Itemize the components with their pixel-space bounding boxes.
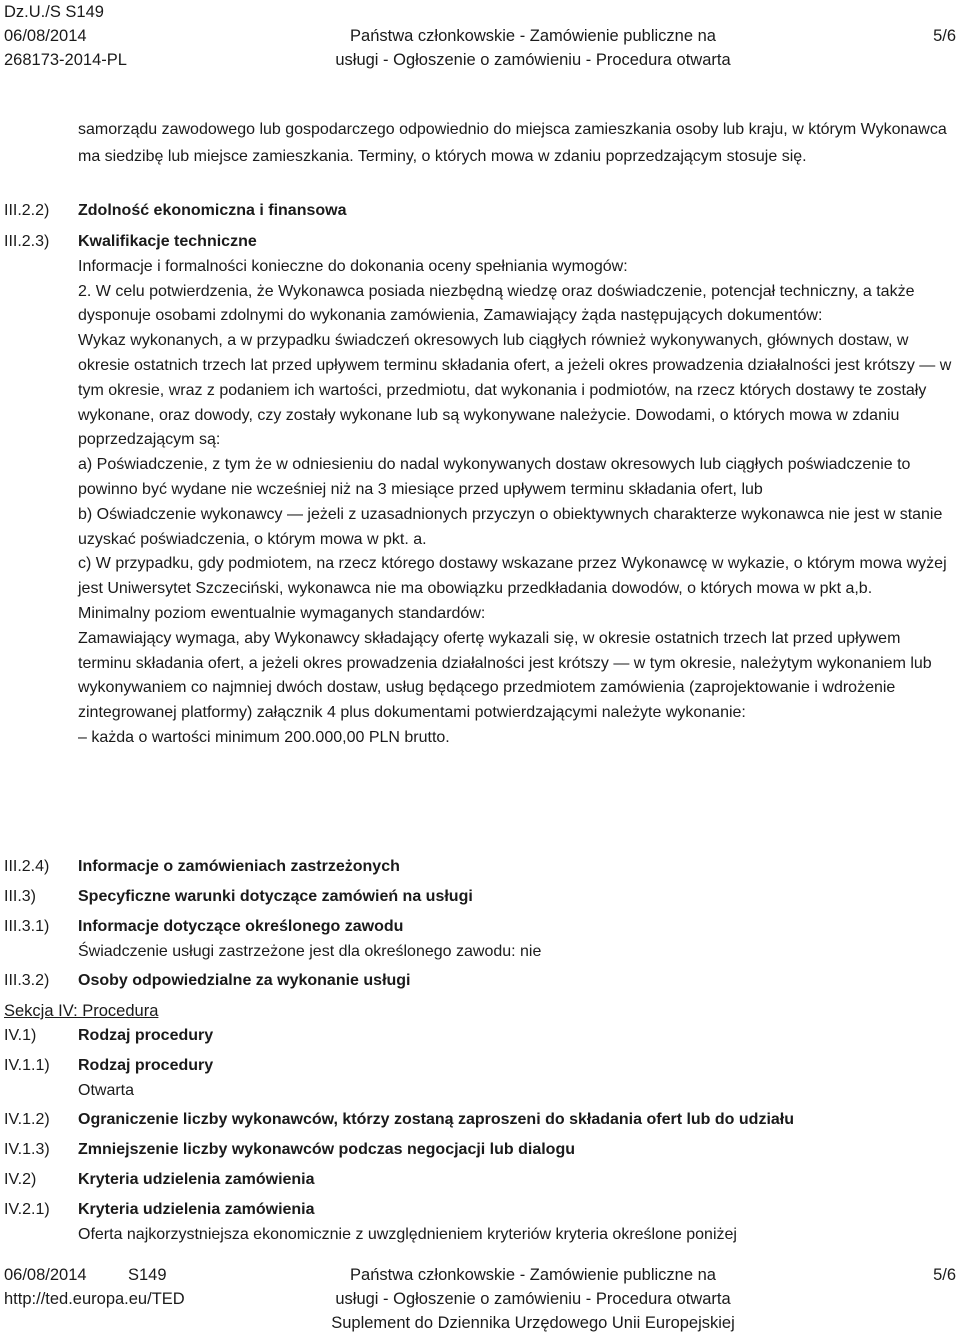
main-content	[0, 116, 960, 170]
footer-url-link[interactable]: http://ted.europa.eu/TED	[4, 1290, 185, 1308]
section-title: Rodzaj procedury	[78, 1057, 214, 1074]
section-number: III.2.3)	[4, 233, 50, 250]
paragraph: – każda o wartości minimum 200.000,00 PLN brutto.	[78, 728, 450, 746]
footer-title-line1: Państwa członkowskie - Zamówienie publiczne na	[350, 1266, 716, 1284]
paragraph: b) Oświadczenie wykonawcy — jeżeli z uzasadnionych przyczyn o obiektywnych charakterze wykonawca nie jest w stanie uzyskać poświadczenia, o którym mowa w pkt. a.	[78, 505, 943, 548]
section-number: IV.1)	[4, 1027, 37, 1044]
section-number: III.2.2)	[4, 202, 50, 219]
footer-supplement: Suplement do Dziennika Urzędowego Unii Europejskiej	[331, 1314, 735, 1332]
section-number: IV.2.1)	[4, 1201, 50, 1218]
paragraph: Świadczenie usługi zastrzeżone jest dla określonego zawodu: nie	[78, 942, 542, 960]
section-title: Zdolność ekonomiczna i finansowa	[78, 202, 347, 219]
section-title: Ograniczenie liczby wykonawców, którzy zostaną zaproszeni do składania ofert lub do udziału	[78, 1111, 794, 1128]
section-title: Zmniejszenie liczby wykonawców podczas negocjacji lub dialogu	[78, 1141, 575, 1158]
section-number: III.2.4)	[4, 858, 50, 875]
section-number: IV.2)	[4, 1171, 37, 1188]
header-page-number: 5/6	[933, 27, 956, 45]
section-number: III.3.2)	[4, 972, 50, 989]
paragraph: a) Poświadczenie, z tym że w odniesieniu do nadal wykonywanych dostaw okresowych lub ciągłych poświadczenie to powinno być wydane nie wcześniej niż na 3 miesiące przed upływem terminu składania ofert, lub	[78, 456, 911, 498]
header-title-line1: Państwa członkowskie - Zamówienie publiczne na	[350, 27, 716, 45]
header-date: 06/08/2014	[4, 27, 87, 45]
intro-paragraph: samorządu zawodowego lub gospodarczego odpowiednio do miejsca zamieszkania osoby lub kraju, w którym Wykonawca ma siedzibę lub miejsce zamieszkania. Terminy, o których mowa w zdaniu poprzedzającym stosuje się.	[78, 121, 947, 165]
paragraph: Wykaz wykonanych, a w przypadku świadczeń okresowych lub ciągłych również wykonywanych, głównych dostaw, w okresie ostatnich trzech lat przed upływem terminu składania ofert, a jeżeli okres prowadzenia działalności jest krótszy — w tym okresie, wraz z podaniem ich wartości, przedmiotu, dat wykonania i podmiotów, na rzecz których dostawy te zostały wykonane, oraz dowody, czy zostały wykonane lub są wykonywane należycie. Dowodami, o których mowa w zdaniu poprzedzającym są:	[78, 332, 952, 449]
page-footer	[0, 1263, 960, 1335]
section-title: Informacje dotyczące określonego zawodu	[78, 918, 404, 935]
section-title: Informacje o zamówieniach zastrzeżonych	[78, 858, 400, 875]
paragraph: Oferta najkorzystniejsza ekonomicznie z uwzględnieniem kryteriów kryteria określone poniżej	[78, 1225, 737, 1243]
section-title: Rodzaj procedury	[78, 1027, 214, 1044]
footer-page-number: 5/6	[933, 1266, 956, 1284]
footer-issue: S149	[128, 1266, 167, 1284]
paragraph: Informacje i formalności konieczne do dokonania oceny spełniania wymogów:	[78, 257, 628, 275]
section-title: Kryteria udzielenia zamówienia	[78, 1171, 315, 1188]
section-number: IV.1.1)	[4, 1057, 50, 1074]
section-number: III.3.1)	[4, 918, 50, 935]
section-number: IV.1.3)	[4, 1141, 50, 1158]
paragraph: Minimalny poziom ewentualnie wymaganych standardów:	[78, 604, 486, 622]
paragraph: 2. W celu potwierdzenia, że Wykonawca posiada niezbędną wiedzę oraz doświadczenie, potencjał techniczny, a także dysponuje osobami zdolnymi do wykonania zamówienia, Zamawiający żąda następujących dokumentów:	[78, 282, 915, 325]
journal-ref: Dz.U./S S149	[4, 3, 104, 21]
section-number: IV.1.2)	[4, 1111, 50, 1128]
footer-title-line2: usługi - Ogłoszenie o zamówieniu - Procedura otwarta	[335, 1290, 731, 1308]
section-title: Specyficzne warunki dotyczące zamówień na usługi	[78, 888, 473, 905]
section-title: Osoby odpowiedzialne za wykonanie usługi	[78, 972, 411, 989]
header-title-line2: usługi - Ogłoszenie o zamówieniu - Procedura otwarta	[335, 51, 731, 69]
section-title: Kwalifikacje techniczne	[78, 233, 257, 250]
paragraph: Otwarta	[78, 1081, 135, 1099]
notice-number: 268173-2014-PL	[4, 51, 127, 69]
section-number: III.3)	[4, 888, 37, 905]
paragraph: c) W przypadku, gdy podmiotem, na rzecz którego dostawy wskazane przez Wykonawcę w wykazie, o którym mowa wyżej jest Uniwersytet Szczeciński, wykonawca nie ma obowiązku przedkładania dowodów, o których mowa w pkt a,b.	[78, 555, 947, 598]
page-header	[0, 0, 960, 72]
section-title: Kryteria udzielenia zamówienia	[78, 1201, 315, 1218]
section-iv-heading: Sekcja IV: Procedura	[4, 1002, 159, 1020]
footer-date: 06/08/2014	[4, 1266, 87, 1284]
paragraph: Zamawiający wymaga, aby Wykonawcy składający ofertę wykazali się, w okresie ostatnich trzech lat przed upływem terminu składania ofert, a jeżeli okres prowadzenia działalności jest krótszy — w tym okresie, należytym wykonaniem lub wykonywaniem co najmniej dwóch dostaw, usług będącego przedmiotem zamówienia (zaprojektowanie i wdrożenie zintegrowanej platformy) załącznik 4 plus dokumentami potwierdzającymi należyte wykonanie:	[78, 629, 932, 722]
